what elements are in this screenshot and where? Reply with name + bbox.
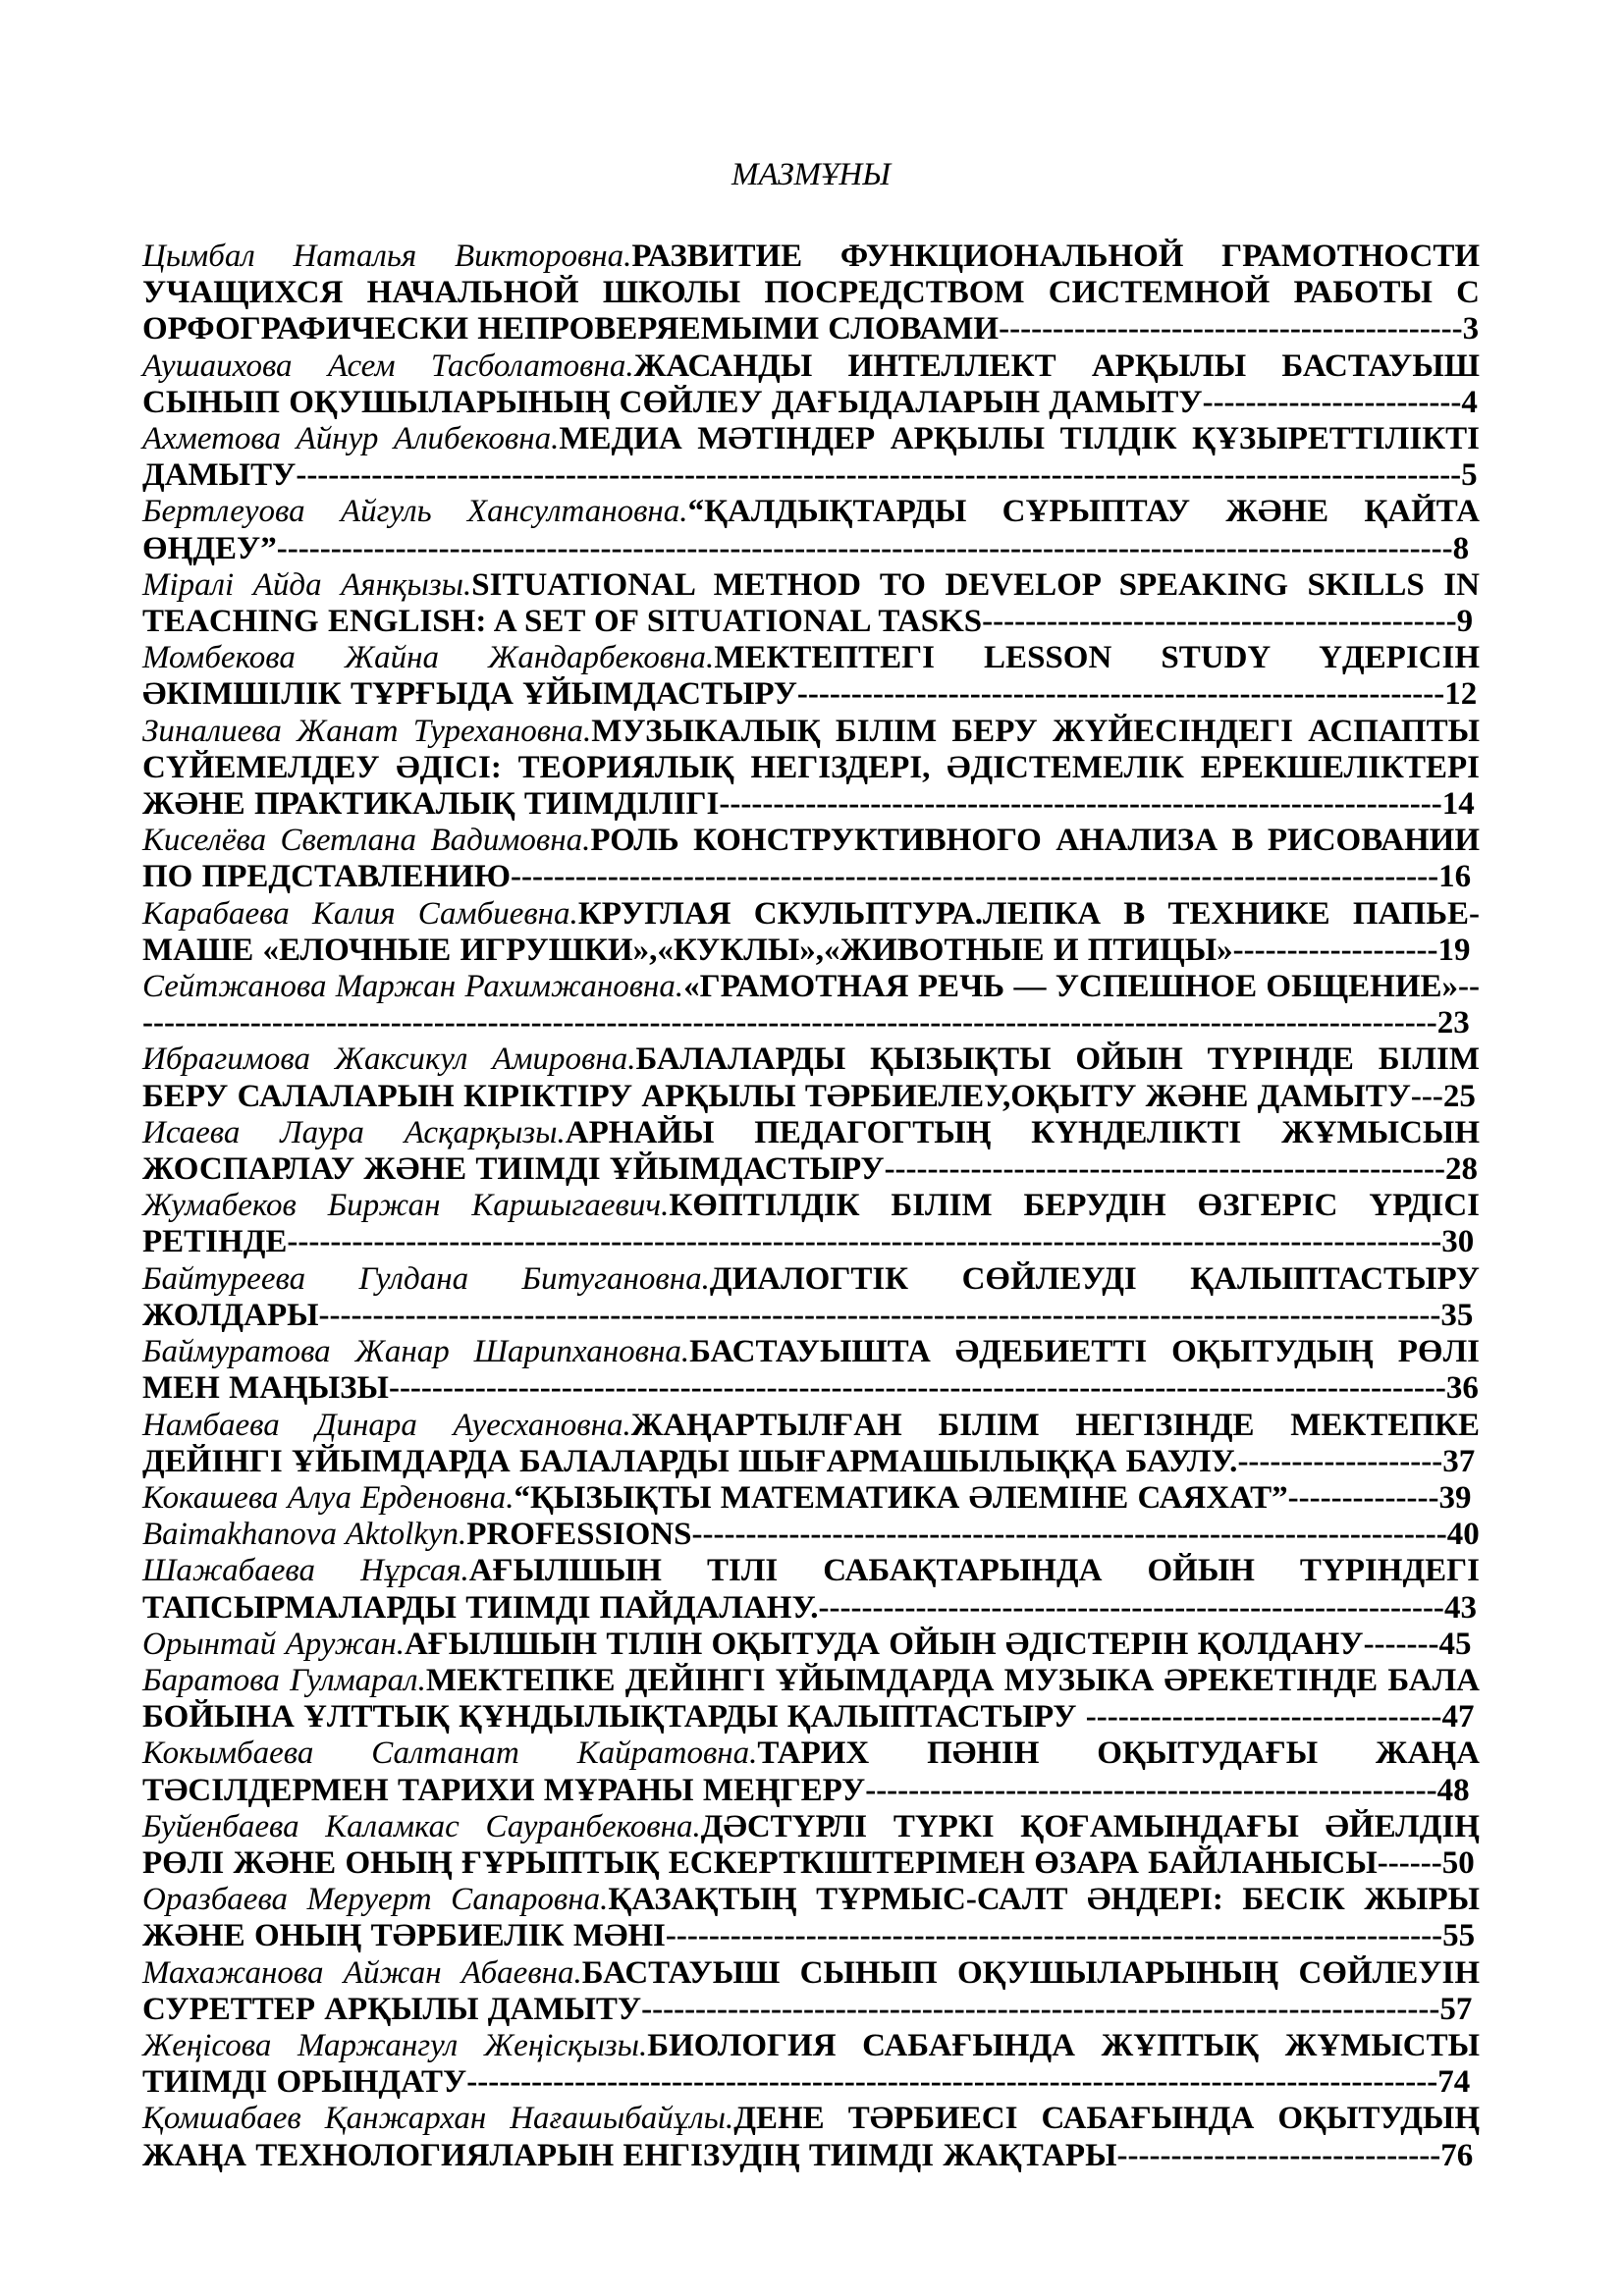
toc-entry-author: Шажабаева Нұрсая. — [142, 1553, 469, 1589]
toc-entry — [142, 1334, 1480, 1407]
toc-entry — [142, 823, 1480, 895]
toc-entry-title: МУЗЫКАЛЫҚ БІЛІМ БЕРУ ЖҮЙЕСІНДЕГІ АСПАПТЫ СҮЙЕМЕЛДЕУ ӘДІСІ: ТЕОРИЯЛЫҚ НЕГІЗДЕРІ, ӘДІСТЕМЕЛІК ЕРЕКШЕЛІКТЕРІ ЖӘНЕ ПРАКТИКАЛЫҚ ТИІМДІЛІГІ — [142, 713, 1481, 823]
toc-entry-page-number: 28 — [1445, 1151, 1479, 1188]
toc-entry-title: «ГРАМОТНАЯ РЕЧЬ — УСПЕШНОЕ ОБЩЕНИЕ» — [683, 969, 1459, 1005]
toc-entry-page-number: 40 — [1446, 1517, 1480, 1553]
toc-entry-page-number: 9 — [1456, 604, 1474, 640]
toc-entry-title: МЕКТЕПТЕГІ LESSON STUDY ҮДЕРІСІН ӘКІМШІЛІК ТҰРҒЫДА ҰЙЫМДАСТЫРУ — [142, 640, 1480, 713]
toc-entry-author: Баймуратова Жанар Шарипхановна. — [142, 1334, 690, 1370]
toc-entry-title: ЖАҢАРТЫЛҒАН БІЛІМ НЕГІЗІНДЕ МЕКТЕПКЕ ДЕЙІНГІ ҰЙЫМДАРДА БАЛАЛАРДЫ ШЫҒАРМАШЫЛЫҚҚА БАУЛУ. — [142, 1407, 1480, 1479]
toc-entry-leader-dashes: -------------------------------------------------------------------------------------------------------------------------- — [142, 969, 1480, 1041]
toc-entry-page-number: 57 — [1439, 1991, 1473, 2027]
toc-entry-leader-dashes: ------------------- — [1237, 1443, 1443, 1479]
toc-entry — [142, 421, 1480, 494]
toc-entry-author: Буйенбаева Каламкас Сауранбековна. — [142, 1808, 701, 1844]
toc-entry-leader-dashes: -------------------------------------------------------------------------------------------------- — [388, 1370, 1446, 1407]
toc-entry-page-number: 76 — [1440, 2137, 1474, 2173]
toc-entry-leader-dashes: -------------------------------------------------------------------------- — [641, 1991, 1440, 2027]
toc-entry-page-number: 4 — [1461, 384, 1478, 420]
toc-entry-title: БИОЛОГИЯ САБАҒЫНДА ЖҰПТЫҚ ЖҰМЫСТЫ ТИІМДІ ОРЫНДАТУ — [142, 2027, 1480, 2101]
toc-entry — [142, 1041, 1480, 1114]
toc-entry-leader-dashes: ----------------------------------------------------- — [865, 1772, 1437, 1808]
toc-entry-author: Кокымбаева Салтанат Кайратовна. — [142, 1735, 758, 1772]
toc-entry — [142, 2101, 1480, 2173]
toc-entry-leader-dashes: ------------------- — [1232, 932, 1438, 968]
toc-entry-leader-dashes: ------ — [1377, 1844, 1442, 1881]
toc-entry-author: Baimakhanova Aktolkyn. — [142, 1517, 467, 1553]
toc-entry-leader-dashes: ------------------------------------------------------------------------------------------ — [466, 2064, 1438, 2101]
toc-entry-leader-dashes: ------------------------ — [1202, 384, 1462, 420]
toc-entry-title: АҒЫЛШЫН ТІЛІН ОҚЫТУДА ОЙЫН ӘДІСТЕРІН ҚОЛДАНУ — [404, 1626, 1364, 1662]
toc-entry-title: КРУГЛАЯ СКУЛЬПТУРА.ЛЕПКА В ТЕХНИКЕ ПАПЬЕ-МАШЕ «ЕЛОЧНЫЕ ИГРУШКИ»,«КУКЛЫ»,«ЖИВОТНЫЕ И ПТИЦЫ» — [142, 895, 1481, 968]
toc-entry-author: Орынтай Аружан. — [142, 1626, 405, 1662]
toc-entry-author: Баратова Гулмарал. — [142, 1662, 426, 1698]
toc-entry-leader-dashes: ------------------------------------------------------------------- — [719, 786, 1442, 823]
toc-entry-title: ҚАЗАҚТЫҢ ТҰРМЫС-САЛТ ӘНДЕРІ: БЕСІК ЖЫРЫ ЖӘНЕ ОНЫҢ ТӘРБИЕЛІК МӘНІ — [142, 1882, 1480, 1954]
toc-entry-page-number: 50 — [1441, 1844, 1475, 1881]
toc-entry-title: ДИАЛОГТІК СӨЙЛЕУДІ ҚАЛЫПТАСТЫРУ ЖОЛДАРЫ — [142, 1260, 1480, 1333]
toc-entry-page-number: 14 — [1441, 786, 1475, 823]
toc-entry-leader-dashes: ----------------------------------------------------------------------------------------------------------- — [287, 1224, 1442, 1260]
toc-entry — [142, 2028, 1480, 2101]
toc-entry-title: БАСТАУЫШТА ӘДЕБИЕТТІ ОҚЫТУДЫҢ РӨЛІ МЕН МАҢЫЗЫ — [142, 1334, 1480, 1407]
toc-entry-title: БАЛАЛАРДЫ ҚЫЗЫҚТЫ ОЙЫН ТҮРІНДЕ БІЛІМ БЕРУ САЛАЛАРЫН КІРІКТІРУ АРҚЫЛЫ ТӘРБИЕЛЕУ,ОҚЫТУ ЖӘНЕ ДАМЫТУ — [142, 1041, 1480, 1114]
toc-entry-author: Махажанова Айжан Абаевна. — [142, 1954, 582, 1991]
toc-entry-leader-dashes: -------------------------------------------------------------------------------------------------------- — [318, 1297, 1441, 1333]
toc-entry-title: PROFESSIONS — [466, 1517, 692, 1553]
toc-entry — [142, 1882, 1480, 1954]
toc-entry-page-number: 39 — [1438, 1479, 1472, 1516]
toc-entry-leader-dashes: --------------------------------- — [1085, 1699, 1442, 1735]
toc-entry — [142, 640, 1480, 713]
toc-entry-page-number: 8 — [1452, 530, 1470, 566]
toc-content — [142, 157, 1480, 2174]
toc-entry-page-number: 43 — [1443, 1589, 1477, 1626]
toc-entry — [142, 348, 1480, 421]
toc-entry-author: Аушаихова Асем Тасболатовна. — [142, 347, 634, 384]
toc-entry-title: “ҚЫЗЫҚТЫ МАТЕМАТИКА ӘЛЕМІНЕ САЯХАТ” — [514, 1479, 1288, 1516]
toc-entry — [142, 1115, 1480, 1188]
toc-entry-author: Цымбал Наталья Викторовна. — [142, 239, 632, 274]
toc-entry-page-number: 25 — [1442, 1078, 1476, 1114]
toc-entry-page-number: 12 — [1444, 676, 1478, 713]
toc-entry-title: АҒЫЛШЫН ТІЛІ САБАҚТАРЫНДА ОЙЫН ТҮРІНДЕГІ ТАПСЫРМАЛАРДЫ ТИІМДІ ПАЙДАЛАНУ. — [142, 1553, 1480, 1626]
toc-entry-leader-dashes: ------------------------------------------------------------------------------------------------------------ — [296, 457, 1462, 494]
toc-entry — [142, 1553, 1480, 1626]
toc-entry-leader-dashes: ---------------------------------------------------------- — [818, 1589, 1444, 1626]
toc-entry-title: РОЛЬ КОНСТРУКТИВНОГО АНАЛИЗА В РИСОВАНИИ ПО ПРЕДСТАВЛЕНИЮ — [142, 823, 1480, 895]
toc-entry-title: БАСТАУЫШ СЫНЫП ОҚУШЫЛАРЫНЫҢ СӨЙЛЕУІН СУРЕТТЕР АРҚЫЛЫ ДАМЫТУ — [142, 1954, 1480, 2027]
toc-entry — [142, 239, 1480, 348]
toc-entry-page-number: 47 — [1441, 1699, 1475, 1735]
toc-entry — [142, 1627, 1480, 1663]
toc-entry-author: Жумабеков Биржан Каршыгаевич. — [142, 1188, 670, 1224]
toc-entry-leader-dashes: ------------------------------------------- — [999, 311, 1463, 347]
toc-entry-page-number: 5 — [1461, 457, 1478, 494]
toc-entry-author: Бертлеуова Айгуль Хансултановна. — [142, 494, 688, 530]
toc-entry-leader-dashes: ------------------------------------------------------------------------ — [665, 1918, 1443, 1954]
toc-entry — [142, 1809, 1480, 1882]
toc-entry-author: Байтуреева Гулдана Битугановна. — [142, 1260, 710, 1297]
toc-entry — [142, 1517, 1480, 1553]
toc-entry-page-number: 23 — [1436, 1005, 1470, 1041]
toc-entry-leader-dashes: -------------- — [1287, 1479, 1439, 1516]
toc-entry-title: КӨПТІЛДІК БІЛІМ БЕРУДІН ӨЗГЕРІС ҮРДІСІ РЕТІНДЕ — [142, 1188, 1480, 1260]
toc-entry-leader-dashes: --- — [1410, 1078, 1443, 1114]
toc-entry — [142, 1663, 1480, 1735]
toc-entry-leader-dashes: ---------------------------------------------------------------------- — [691, 1517, 1447, 1553]
toc-entry — [142, 567, 1480, 640]
toc-entry-author: Киселёва Светлана Вадимовна. — [142, 823, 591, 859]
toc-entry-author: Міралі Айда Аянқызы. — [142, 566, 472, 603]
toc-list — [142, 239, 1480, 2174]
toc-entry-title: ТАРИХ ПӘНІН ОҚЫТУДАҒЫ ЖАҢА ТӘСІЛДЕРМЕН ТАРИХИ МҰРАНЫ МЕҢГЕРУ — [142, 1735, 1480, 1808]
toc-entry — [142, 714, 1480, 824]
toc-entry-leader-dashes: ------- — [1363, 1626, 1439, 1662]
toc-entry — [142, 1735, 1480, 1808]
toc-entry-leader-dashes: -------------------------------------------------------------------------------------- — [511, 859, 1439, 895]
toc-entry-page-number: 35 — [1440, 1297, 1474, 1333]
document-title: МАЗМҰНЫ — [731, 157, 891, 192]
toc-entry-page-number: 3 — [1462, 311, 1480, 347]
toc-entry-page-number: 30 — [1441, 1224, 1475, 1260]
toc-entry — [142, 1408, 1480, 1480]
toc-entry-title: АРНАЙЫ ПЕДАГОГТЫҢ КҮНДЕЛІКТІ ЖҰМЫСЫН ЖОСПАРЛАУ ЖӘНЕ ТИІМДІ ҰЙЫМДАСТЫРУ — [142, 1114, 1480, 1188]
toc-entry-page-number: 55 — [1442, 1918, 1476, 1954]
toc-entry — [142, 1480, 1480, 1517]
toc-entry-page-number: 16 — [1438, 859, 1472, 895]
toc-entry-leader-dashes: -------------------------------------------- — [982, 604, 1457, 640]
toc-entry — [142, 1955, 1480, 2028]
toc-entry-title: ДӘСТҮРЛІ ТҮРКІ ҚОҒАМЫНДАҒЫ ӘЙЕЛДІҢ РӨЛІ ЖӘНЕ ОНЫҢ ҒҰРЫПТЫҚ ЕСКЕРТКІШТЕРІМЕН ӨЗАРА БАЙЛАНЫСЫ — [142, 1808, 1480, 1881]
toc-entry-author: Ибрагимова Жаксикул Амировна. — [142, 1041, 636, 1078]
toc-entry-title: SITUATIONAL METHOD TO DEVELOP SPEAKING SKILLS IN TEACHING ENGLISH: A SET OF SITUATIONAL TASKS — [142, 566, 1480, 640]
toc-entry-author: Кокашева Алуа Ерденовна. — [142, 1479, 514, 1516]
toc-entry-page-number: 74 — [1437, 2064, 1471, 2101]
toc-entry-page-number: 37 — [1442, 1443, 1476, 1479]
toc-entry-leader-dashes: ------------------------------------------------------------------------------------------------------------- — [276, 530, 1453, 566]
toc-entry-title: ЖАСАНДЫ ИНТЕЛЛЕКТ АРҚЫЛЫ БАСТАУЫШ СЫНЫП ОҚУШЫЛАРЫНЫҢ СӨЙЛЕУ ДАҒЫДАЛАРЫН ДАМЫТУ — [142, 347, 1480, 420]
toc-entry-author: Сейтжанова Маржан Рахимжановна. — [142, 969, 684, 1005]
toc-entry-author: Ахметова Айнур Алибековна. — [142, 421, 560, 457]
toc-entry-leader-dashes: ---------------------------------------------------- — [884, 1151, 1446, 1188]
toc-entry-title: ДЕНЕ ТӘРБИЕСІ САБАҒЫНДА ОҚЫТУДЫҢ ЖАҢА ТЕХНОЛОГИЯЛАРЫН ЕНГІЗУДІҢ ТИІМДІ ЖАҚТАРЫ — [142, 2101, 1480, 2173]
toc-entry-title: РАЗВИТИЕ ФУНКЦИОНАЛЬНОЙ ГРАМОТНОСТИ УЧАЩИХСЯ НАЧАЛЬНОЙ ШКОЛЫ ПОСРЕДСТВОМ СИСТЕМНОЙ РАБОТЫ С ОРФОГРАФИЧЕСКИ НЕПРОВЕРЯЕМЫМИ СЛОВАМИ — [142, 239, 1480, 347]
toc-entry-author: Намбаева Динара Ауесхановна. — [142, 1407, 631, 1443]
toc-entry — [142, 494, 1480, 566]
toc-entry-page-number: 19 — [1437, 932, 1471, 968]
toc-entry-author: Исаева Лаура Асқарқызы. — [142, 1114, 566, 1150]
toc-entry-title: “ҚАЛДЫҚТАРДЫ СҰРЫПТАУ ЖӘНЕ ҚАЙТА ӨҢДЕУ” — [142, 494, 1480, 566]
toc-entry-page-number: 48 — [1436, 1772, 1470, 1808]
toc-entry-author: Оразбаева Меруерт Сапаровна. — [142, 1882, 609, 1918]
toc-entry-page-number: 36 — [1445, 1370, 1479, 1407]
toc-entry — [142, 1261, 1480, 1334]
toc-entry-author: Қомшабаев Қанжархан Нағашыбайұлы. — [142, 2101, 734, 2137]
toc-entry-title: МЕДИА МӘТІНДЕР АРҚЫЛЫ ТІЛДІК ҚҰЗЫРЕТТІЛІКТІ ДАМЫТУ — [142, 421, 1480, 494]
toc-entry-title: МЕКТЕПКЕ ДЕЙІНГІ ҰЙЫМДАРДА МУЗЫКА ӘРЕКЕТІНДЕ БАЛА БОЙЫНА ҰЛТТЫҚ ҚҰНДЫЛЫҚТАРДЫ ҚАЛЫПТАСТЫРУ — [142, 1662, 1480, 1735]
toc-entry — [142, 969, 1480, 1041]
toc-entry — [142, 896, 1480, 969]
toc-entry-author: Зиналиева Жанат Турехановна. — [142, 713, 592, 749]
toc-entry-author: Жеңісова Маржангул Жеңісқызы. — [142, 2027, 648, 2063]
toc-entry-author: Карабаева Калия Самбиевна. — [142, 895, 578, 932]
toc-entry — [142, 1188, 1480, 1260]
toc-entry-leader-dashes: ------------------------------ — [1116, 2137, 1441, 2173]
toc-entry-leader-dashes: ------------------------------------------------------------ — [796, 676, 1445, 713]
toc-entry-page-number: 45 — [1438, 1626, 1472, 1662]
toc-entry-author: Момбекова Жайна Жандарбековна. — [142, 640, 715, 676]
